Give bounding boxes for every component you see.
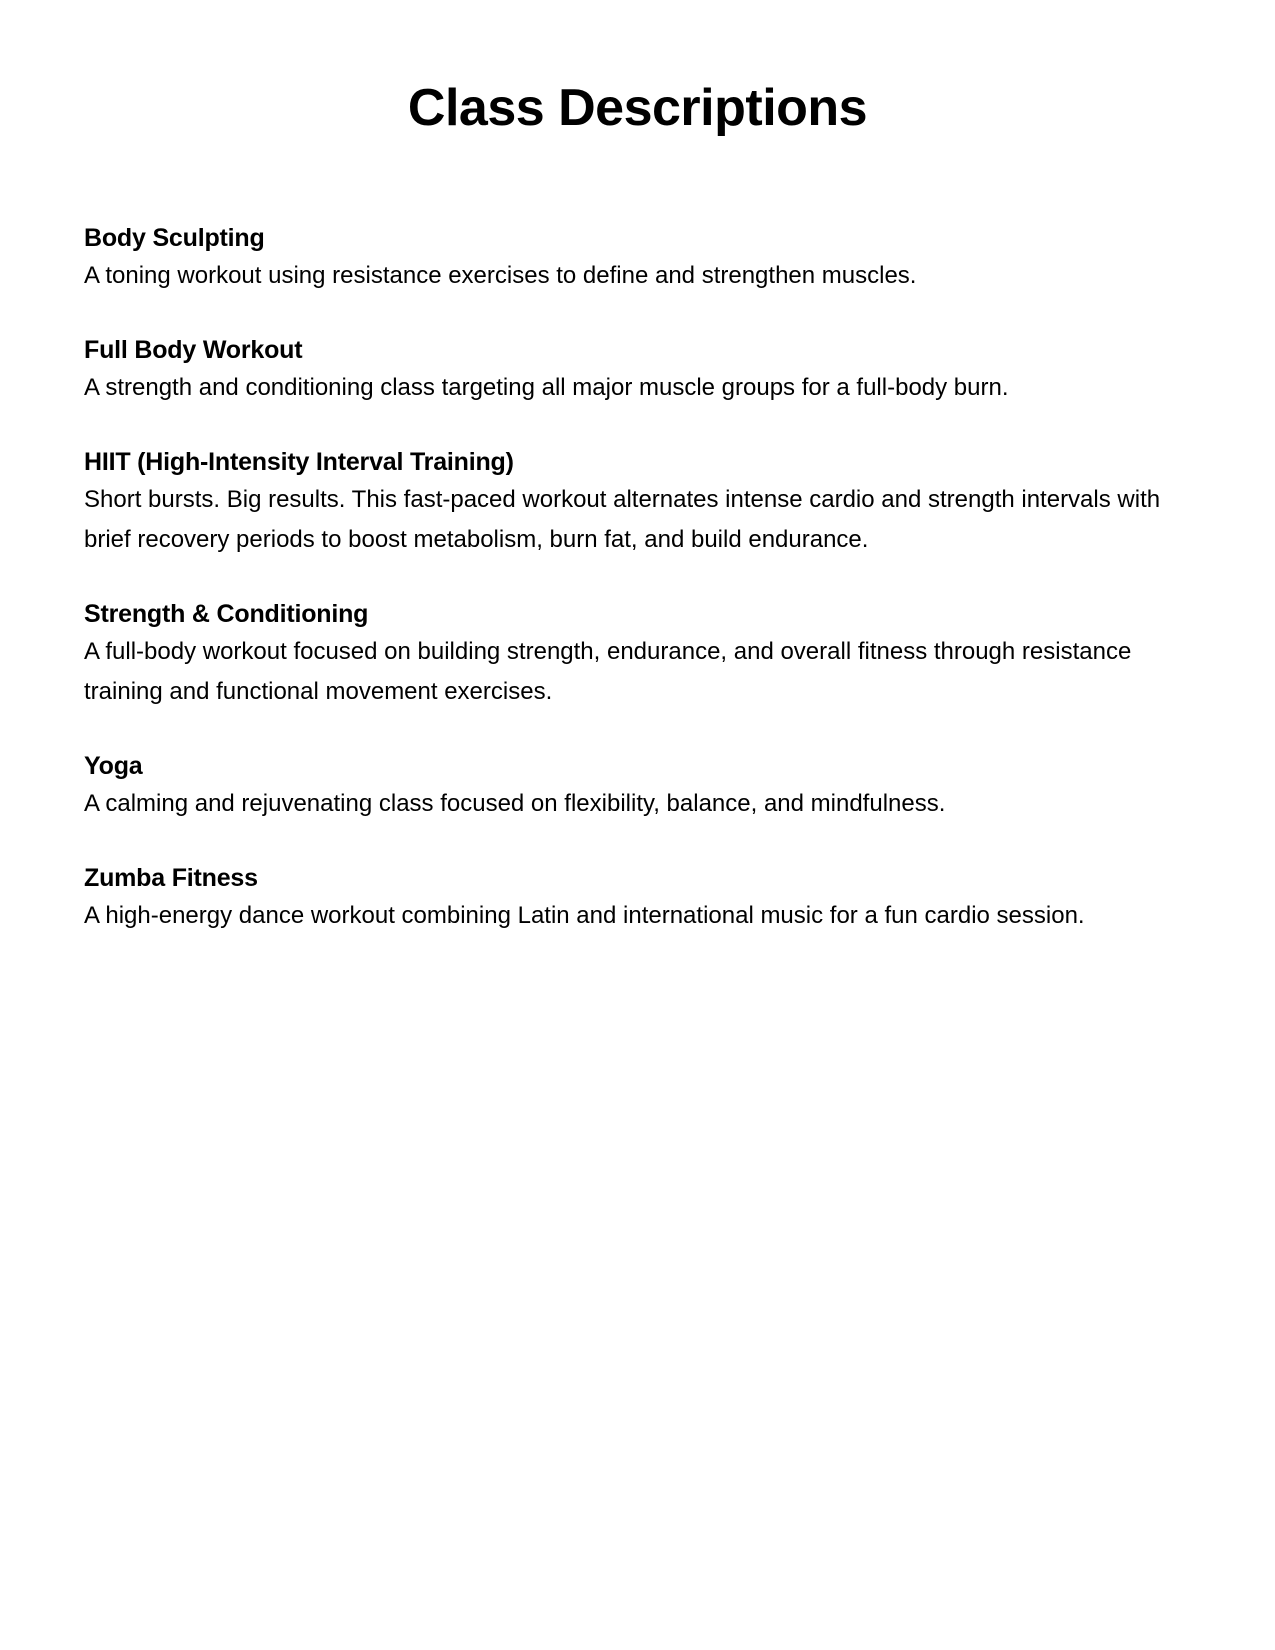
class-description: A toning workout using resistance exercises to define and strengthen muscles. [84, 262, 917, 289]
class-name: Strength & Conditioning [84, 600, 369, 628]
class-description: A strength and conditioning class targeting all major muscle groups for a full-body burn. [84, 374, 1009, 401]
class-item-body-sculpting [84, 220, 1204, 296]
class-name: Body Sculpting [84, 224, 265, 252]
class-name: HIIT (High-Intensity Interval Training) [84, 448, 514, 476]
class-list [84, 220, 1204, 972]
class-description: A calming and rejuvenating class focused on flexibility, balance, and mindfulness. [84, 790, 946, 817]
class-item-zumba-fitness [84, 860, 1204, 936]
class-name: Zumba Fitness [84, 864, 258, 892]
class-name: Full Body Workout [84, 336, 303, 364]
class-description: A full-body workout focused on building strength, endurance, and overall fitness through resistance training and functional movement exercises. [84, 638, 1132, 705]
class-item-hiit [84, 444, 1204, 560]
class-item-full-body-workout [84, 332, 1204, 408]
class-description: A high-energy dance workout combining Latin and international music for a fun cardio session. [84, 902, 1085, 929]
page-title: Class Descriptions [407, 79, 868, 137]
class-item-yoga [84, 748, 1204, 824]
class-item-strength-conditioning [84, 596, 1204, 712]
class-name: Yoga [84, 752, 143, 780]
class-description: Short bursts. Big results. This fast-paced workout alternates intense cardio and strength intervals with brief recovery periods to boost metabolism, burn fat, and build endurance. [84, 486, 1161, 553]
